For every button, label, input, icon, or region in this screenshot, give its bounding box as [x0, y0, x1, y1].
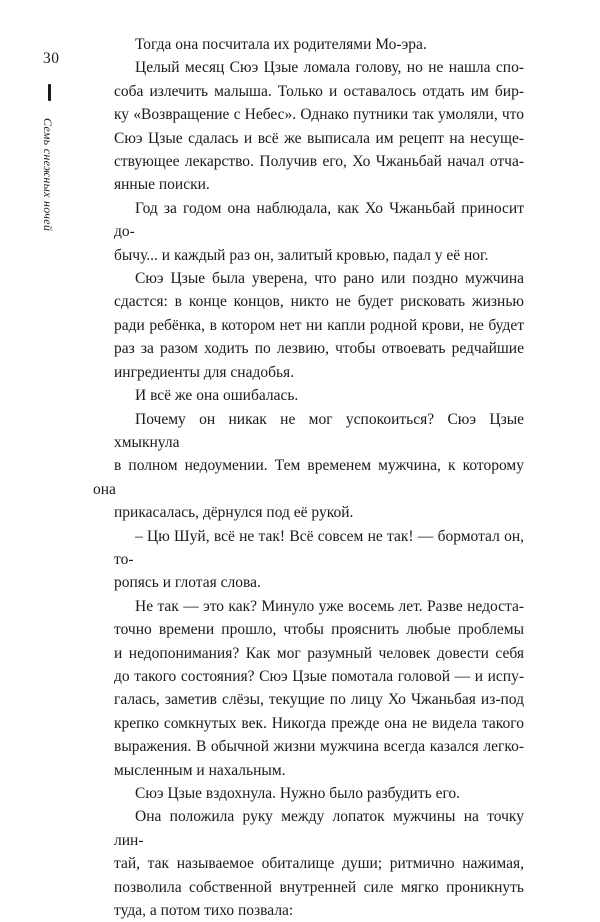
- text-line: ингредиенты для снадобья.: [114, 363, 295, 381]
- text-line: сдастся: в конце концов, никто не будет рисковать жизнью: [114, 293, 524, 311]
- paragraph: [114, 525, 524, 595]
- text-line: Почему он никак не мог успокоиться? Сюэ Цзые хмыкнула: [114, 410, 524, 451]
- text-line: Сюэ Цзые была уверена, что рано или поздно мужчина: [135, 270, 524, 288]
- paragraph: [114, 595, 524, 782]
- text-line: бычу... и каждый раз он, залитый кровью, падал у её ног.: [114, 246, 489, 264]
- body-text: [93, 33, 524, 922]
- paragraph: [114, 56, 524, 196]
- text-line: Тогда она посчитала их родителями Мо-эра.: [135, 36, 427, 53]
- paragraph: [114, 33, 524, 56]
- text-line: ствующее лекарство. Получив его, Хо Чжаньбай начал отча-: [114, 153, 524, 171]
- text-line: тай, так называемое обиталище души; ритмично нажимая,: [114, 855, 524, 873]
- text-line: в полном недоумении. Тем временем мужчина, к которому она: [93, 457, 524, 498]
- text-line: точно времени прошло, чтобы прояснить любые проблемы: [114, 621, 524, 639]
- text-line: выражения. В обычной жизни мужчина всегда казался легко-: [114, 738, 524, 756]
- text-line: Сюэ Цзые вздохнула. Нужно было разбудить его.: [135, 785, 461, 802]
- paragraph: [114, 805, 524, 922]
- paragraph: [114, 782, 524, 805]
- paragraph: [114, 384, 524, 407]
- text-line: Не так — это как? Минуло уже восемь лет. Разве недоста-: [135, 597, 524, 615]
- paragraph: [93, 408, 524, 525]
- text-line: ради ребёнка, в котором нет ни капли родной крови, не будет: [114, 316, 524, 334]
- text-line: соба излечить малыша. Только и оставалось отдать им бир-: [114, 82, 524, 100]
- text-line: Она положила руку между лопаток мужчины на точку лин-: [114, 808, 524, 849]
- paragraph: [114, 267, 524, 384]
- margin-mark: [48, 84, 51, 101]
- text-line: И всё же она ошибалась.: [135, 387, 299, 405]
- text-line: ропясь и глотая слова.: [114, 574, 261, 592]
- text-line: Целый месяц Сюэ Цзые ломала голову, но не нашла спо-: [135, 59, 524, 77]
- text-line: до такого состояния? Сюэ Цзые помотала головой — и испу-: [114, 667, 524, 685]
- text-line: Год за годом она наблюдала, как Хо Чжаньбай приносит до-: [114, 199, 524, 241]
- text-line: ку «Возвращение с Небес». Однако путники так умоляли, что: [114, 106, 524, 124]
- paragraph: [114, 197, 524, 267]
- text-line: туда, а потом тихо позвала:: [114, 902, 294, 920]
- running-title: Семь снежных ночей: [41, 118, 55, 232]
- text-line: Сюэ Цзые сдалась и всё же выписала им рецепт на несуще-: [114, 129, 524, 147]
- text-line: и недопонимания? Как мог разумный человек довести себя: [114, 644, 524, 662]
- text-line: позволила собственной внутренней силе мягко проникнуть: [114, 878, 524, 896]
- text-line: крепко сомкнутых век. Никогда прежде она не видела такого: [114, 714, 524, 732]
- text-line: галась, заметив слёзы, текущие по лицу Хо Чжаньбая из-под: [114, 691, 524, 709]
- text-line: раз за разом ходить по лезвию, чтобы отвоевать редчайшие: [114, 340, 524, 358]
- text-line: мысленным и нахальным.: [114, 761, 286, 779]
- text-line: – Цю Шуй, всё не так! Всё совсем не так! — бормотал он, то-: [114, 527, 524, 568]
- page-number: 30: [43, 50, 60, 67]
- text-line: прикасалась, дёрнулся под её рукой.: [114, 504, 354, 522]
- text-line: янные поиски.: [114, 176, 210, 194]
